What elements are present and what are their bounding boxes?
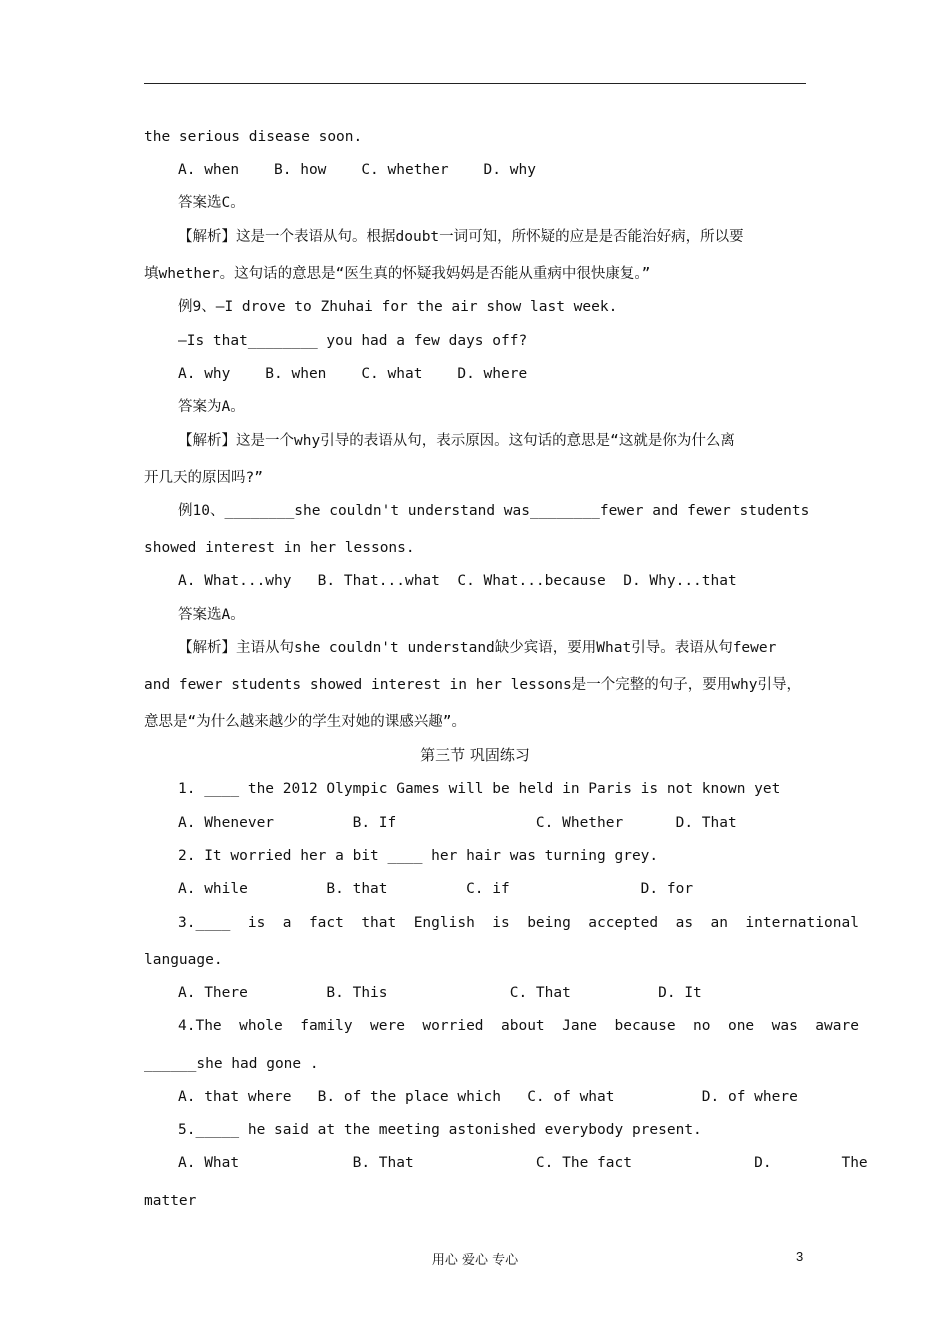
text-line: A. Whenever B. If C. Whether D. That xyxy=(178,815,737,831)
text-line: showed interest in her lessons. xyxy=(144,540,415,556)
text-line: matter xyxy=(144,1193,197,1209)
text-line: 3.____ is a fact that English is being accepted as an international xyxy=(178,915,859,931)
section-heading: 第三节 巩固练习 xyxy=(420,746,530,764)
text-line: 5._____ he said at the meeting astonished everybody present. xyxy=(178,1122,702,1138)
text-line: ______she had gone . xyxy=(144,1056,319,1072)
text-line: 例10、________she couldn't understand was________fewer and fewer students xyxy=(178,503,810,519)
text-line: 填whether。这句话的意思是“医生真的怀疑我妈妈是否能从重病中很快康复。” xyxy=(144,266,651,282)
page-footer: 用心 爱心 专心 xyxy=(431,1253,519,1268)
text-line: 答案选C。 xyxy=(178,195,245,211)
text-line: 开几天的原因吗?” xyxy=(144,470,263,486)
text-line: 1. ____ the 2012 Olympic Games will be held in Paris is not known yet xyxy=(178,781,781,797)
text-line: language. xyxy=(144,952,223,968)
text-line: 答案为A。 xyxy=(178,399,245,415)
text-line: A. What B. That C. The fact D. The xyxy=(178,1155,868,1171)
text-line: —Is that________ you had a few days off? xyxy=(178,333,528,349)
text-line: A. There B. This C. That D. It xyxy=(178,985,702,1001)
text-line: A. What...why B. That...what C. What...because D. Why...that xyxy=(178,573,737,589)
text-line: A. when B. how C. whether D. why xyxy=(178,162,536,178)
text-line: 答案选A。 xyxy=(178,607,245,623)
text-line: 意思是“为什么越来越少的学生对她的课感兴趣”。 xyxy=(144,714,466,730)
text-line: A. why B. when C. what D. where xyxy=(178,366,528,382)
text-line: A. that where B. of the place which C. of what D. of where xyxy=(178,1089,798,1105)
text-line: 【解析】这是一个表语从句。根据doubt一词可知，所怀疑的应是是否能治好病，所以要 xyxy=(178,229,744,245)
text-line: A. while B. that C. if D. for xyxy=(178,881,694,897)
page-number: 3 xyxy=(796,1249,804,1264)
text-line: 【解析】这是一个why引导的表语从句，表示原因。这句话的意思是“这就是你为什么离 xyxy=(178,433,735,449)
text-line: 2. It worried her a bit ____ her hair was turning grey. xyxy=(178,848,659,864)
text-line: the serious disease soon. xyxy=(144,129,363,145)
text-line: 4.The whole family were worried about Jane because no one was aware xyxy=(178,1018,859,1034)
text-line: 例9、—I drove to Zhuhai for the air show last week. xyxy=(178,299,618,315)
text-line: and fewer students showed interest in her lessons是一个完整的句子，要用why引导， xyxy=(144,677,801,693)
text-line: 【解析】主语从句she couldn't understand缺少宾语，要用What引导。表语从句fewer xyxy=(178,640,777,656)
header-rule xyxy=(144,83,806,84)
